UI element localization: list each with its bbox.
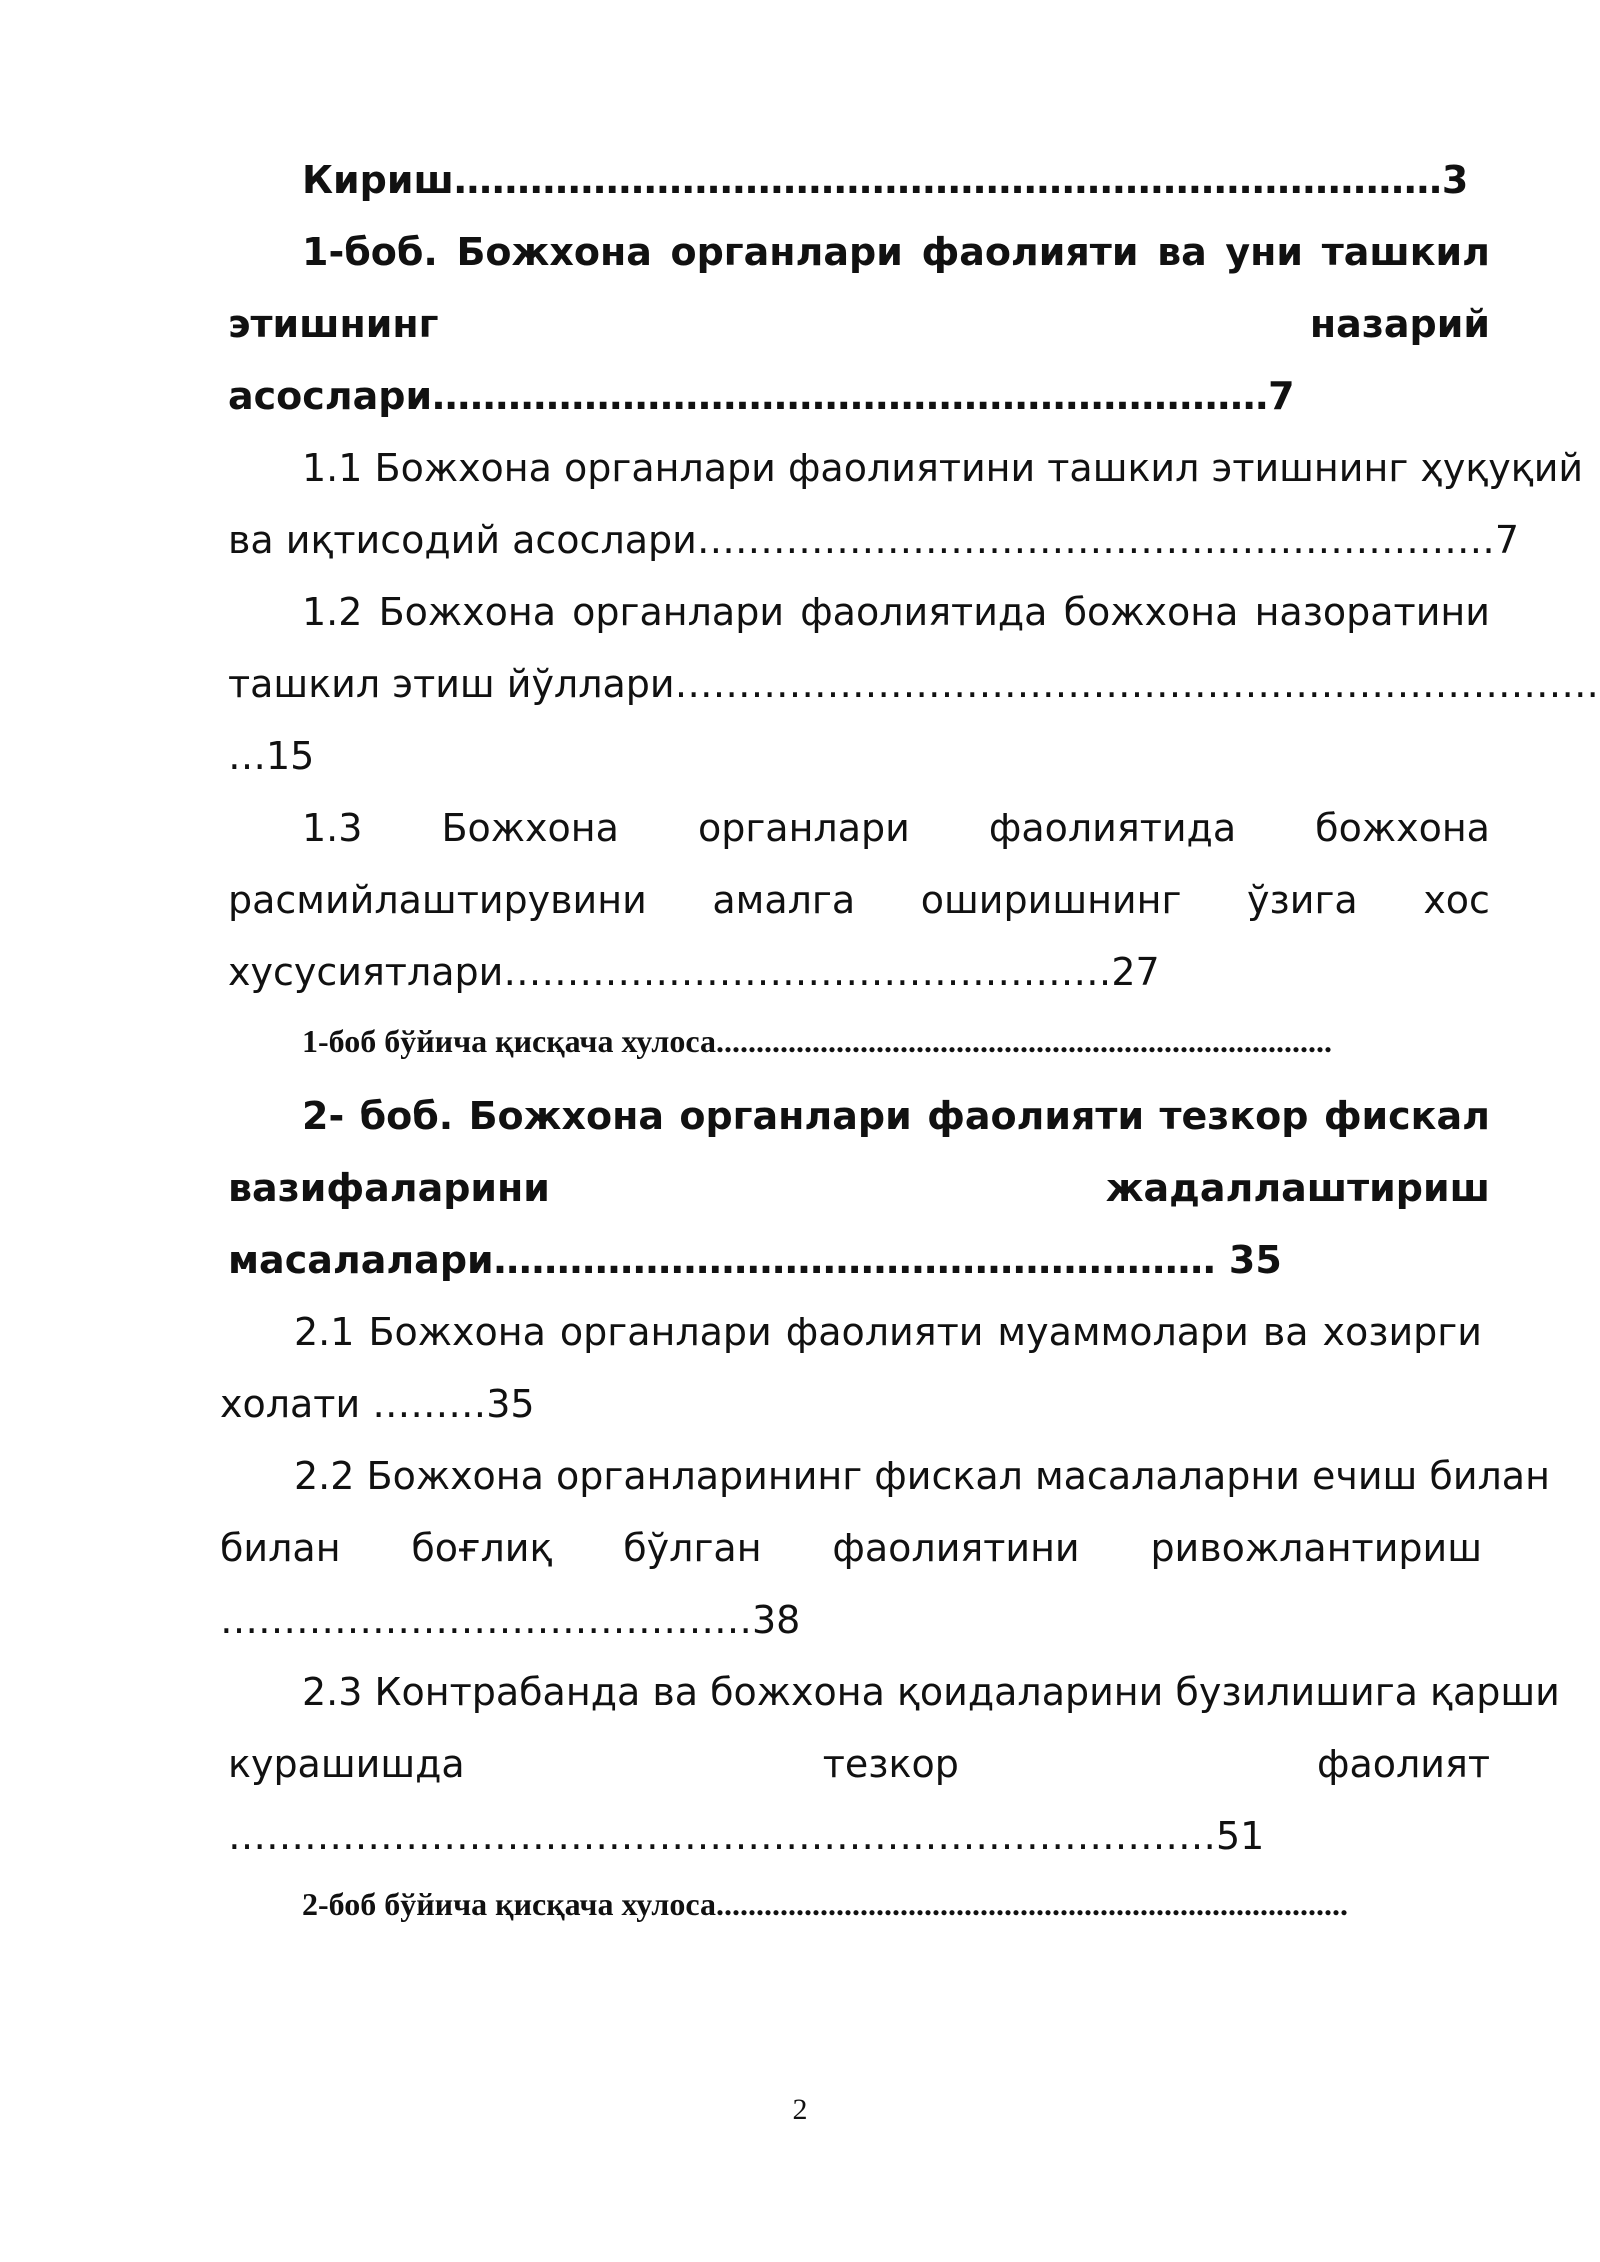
toc-word: хос xyxy=(1423,878,1490,922)
toc-entry-2-2 xyxy=(220,1440,1550,1656)
chapter-1-summary: 1-боб бўйича қисқача хулоса............................................................................. xyxy=(302,1023,1332,1059)
toc-word: фаолиятини xyxy=(832,1526,1080,1570)
toc-word: уни xyxy=(1225,230,1304,274)
toc-word: Божхона xyxy=(441,806,619,850)
toc-word: 1.3 xyxy=(302,806,363,850)
section-2-2-line-2 xyxy=(220,1512,1482,1584)
toc-word: боб. xyxy=(359,1094,454,1138)
toc-word: фаолияти xyxy=(785,1310,984,1354)
toc-word: фаолият xyxy=(1316,1742,1490,1786)
section-2-3-line-1: 2.3 Контрабанда ва божхона қоидаларини бузилишига қарши xyxy=(302,1670,1560,1714)
toc-word: органлари xyxy=(697,806,910,850)
toc-entry-intro xyxy=(228,144,1490,216)
section-2-1-line-2: холати ………35 xyxy=(220,1382,535,1426)
section-2-1-line-1 xyxy=(220,1296,1482,1368)
section-1-2-line-1 xyxy=(228,576,1490,648)
toc-entry-2-3 xyxy=(228,1656,1560,1872)
toc-word: билан xyxy=(220,1526,341,1570)
toc-word: этишнинг xyxy=(228,302,439,346)
chapter-2-title-line-1 xyxy=(228,1080,1490,1152)
toc-word: 1-боб. xyxy=(302,230,438,274)
toc-entry-1-1 xyxy=(228,432,1584,576)
toc-word: фаолияти xyxy=(927,1094,1145,1138)
toc-word: божхона xyxy=(1315,806,1490,850)
toc-word: вазифаларини xyxy=(228,1166,550,1210)
toc-word: назарий xyxy=(1309,302,1490,346)
toc-word: органлари xyxy=(679,1094,912,1138)
toc-word: курашишда xyxy=(228,1742,465,1786)
section-1-3-line-1 xyxy=(228,792,1490,864)
toc-word: 2- xyxy=(302,1094,345,1138)
toc-word: 2.1 xyxy=(294,1310,355,1354)
toc-entry-chapter-2 xyxy=(228,1080,1490,1296)
section-1-3-line-2 xyxy=(228,864,1490,936)
page-number: 2 xyxy=(792,2093,808,2126)
toc-word: ва xyxy=(1157,230,1207,274)
toc-word: тезкор xyxy=(822,1742,959,1786)
toc-word: амалга xyxy=(712,878,856,922)
toc-word: ривожлантириш xyxy=(1150,1526,1482,1570)
toc-word: органлари xyxy=(572,590,785,634)
toc-word: фаолиятида xyxy=(988,806,1237,850)
section-1-2-line-3: …15 xyxy=(228,734,315,778)
toc-word: Божхона xyxy=(456,230,652,274)
chapter-2-summary: 2-боб бўйича қисқача хулоса............................................................................... xyxy=(302,1886,1348,1922)
toc-word: фискал xyxy=(1323,1094,1490,1138)
toc-word: фаолияти xyxy=(921,230,1139,274)
toc-word: жадаллаштириш xyxy=(1105,1166,1490,1210)
toc-word: Божхона xyxy=(378,590,557,634)
section-1-1-line-1: 1.1 Божхона органлари фаолиятини ташкил этишнинг ҳуқуқий xyxy=(302,446,1584,490)
toc-word: назоратини xyxy=(1254,590,1490,634)
chapter-2-title-line-2 xyxy=(228,1152,1490,1224)
toc-word: ва xyxy=(1262,1310,1309,1354)
section-1-1-line-2: ва иқтисодий асослари………………………………………………………7 xyxy=(228,518,1520,562)
toc-word: расмийлаштирувини xyxy=(228,878,647,922)
toc-word: Божхона xyxy=(368,1310,546,1354)
toc-word: муаммолари xyxy=(997,1310,1249,1354)
chapter-2-title-line-3: масалалари………………………………………………… 35 xyxy=(228,1238,1282,1282)
section-1-3-line-3: хусусиятлари…………………………………………27 xyxy=(228,950,1160,994)
toc-entry-2-1 xyxy=(220,1296,1482,1440)
toc-entry-1-2 xyxy=(228,576,1599,792)
toc-word: хозирги xyxy=(1322,1310,1482,1354)
toc-word: органлари xyxy=(559,1310,772,1354)
toc-word: органлари xyxy=(670,230,903,274)
chapter-1-title-line-1 xyxy=(228,216,1490,288)
toc-entry-1-3 xyxy=(228,792,1490,1008)
section-2-2-line-3: ……………………………………38 xyxy=(220,1598,801,1642)
section-2-2-line-1: 2.2 Божхона органларининг фискал масалаларни ечиш билан xyxy=(294,1454,1550,1498)
toc-word: ташкил xyxy=(1321,230,1490,274)
section-1-2-line-2: ташкил этиш йўллари………………………………………………………………. xyxy=(228,662,1599,706)
toc-word: оширишнинг xyxy=(920,878,1182,922)
toc-word: тезкор xyxy=(1159,1094,1309,1138)
chapter-1-title-line-3: асослари…………………………………………………………7 xyxy=(228,374,1295,418)
toc-word: боғлиқ xyxy=(411,1526,553,1570)
toc-entry-chapter-1 xyxy=(228,216,1490,432)
toc-word: божхона xyxy=(1063,590,1239,634)
toc-word: бўлган xyxy=(623,1526,762,1570)
toc-word: 1.2 xyxy=(302,590,363,634)
toc-word: ўзига xyxy=(1247,878,1358,922)
chapter-1-title-line-2 xyxy=(228,288,1490,360)
toc-word: фаолиятида xyxy=(800,590,1048,634)
section-2-3-line-2 xyxy=(228,1728,1490,1800)
toc-intro: Кириш……………………………………………………………………3 xyxy=(302,158,1469,202)
section-2-3-line-3: ……………………………………………………………………51 xyxy=(228,1814,1265,1858)
toc-word: Божхона xyxy=(468,1094,664,1138)
